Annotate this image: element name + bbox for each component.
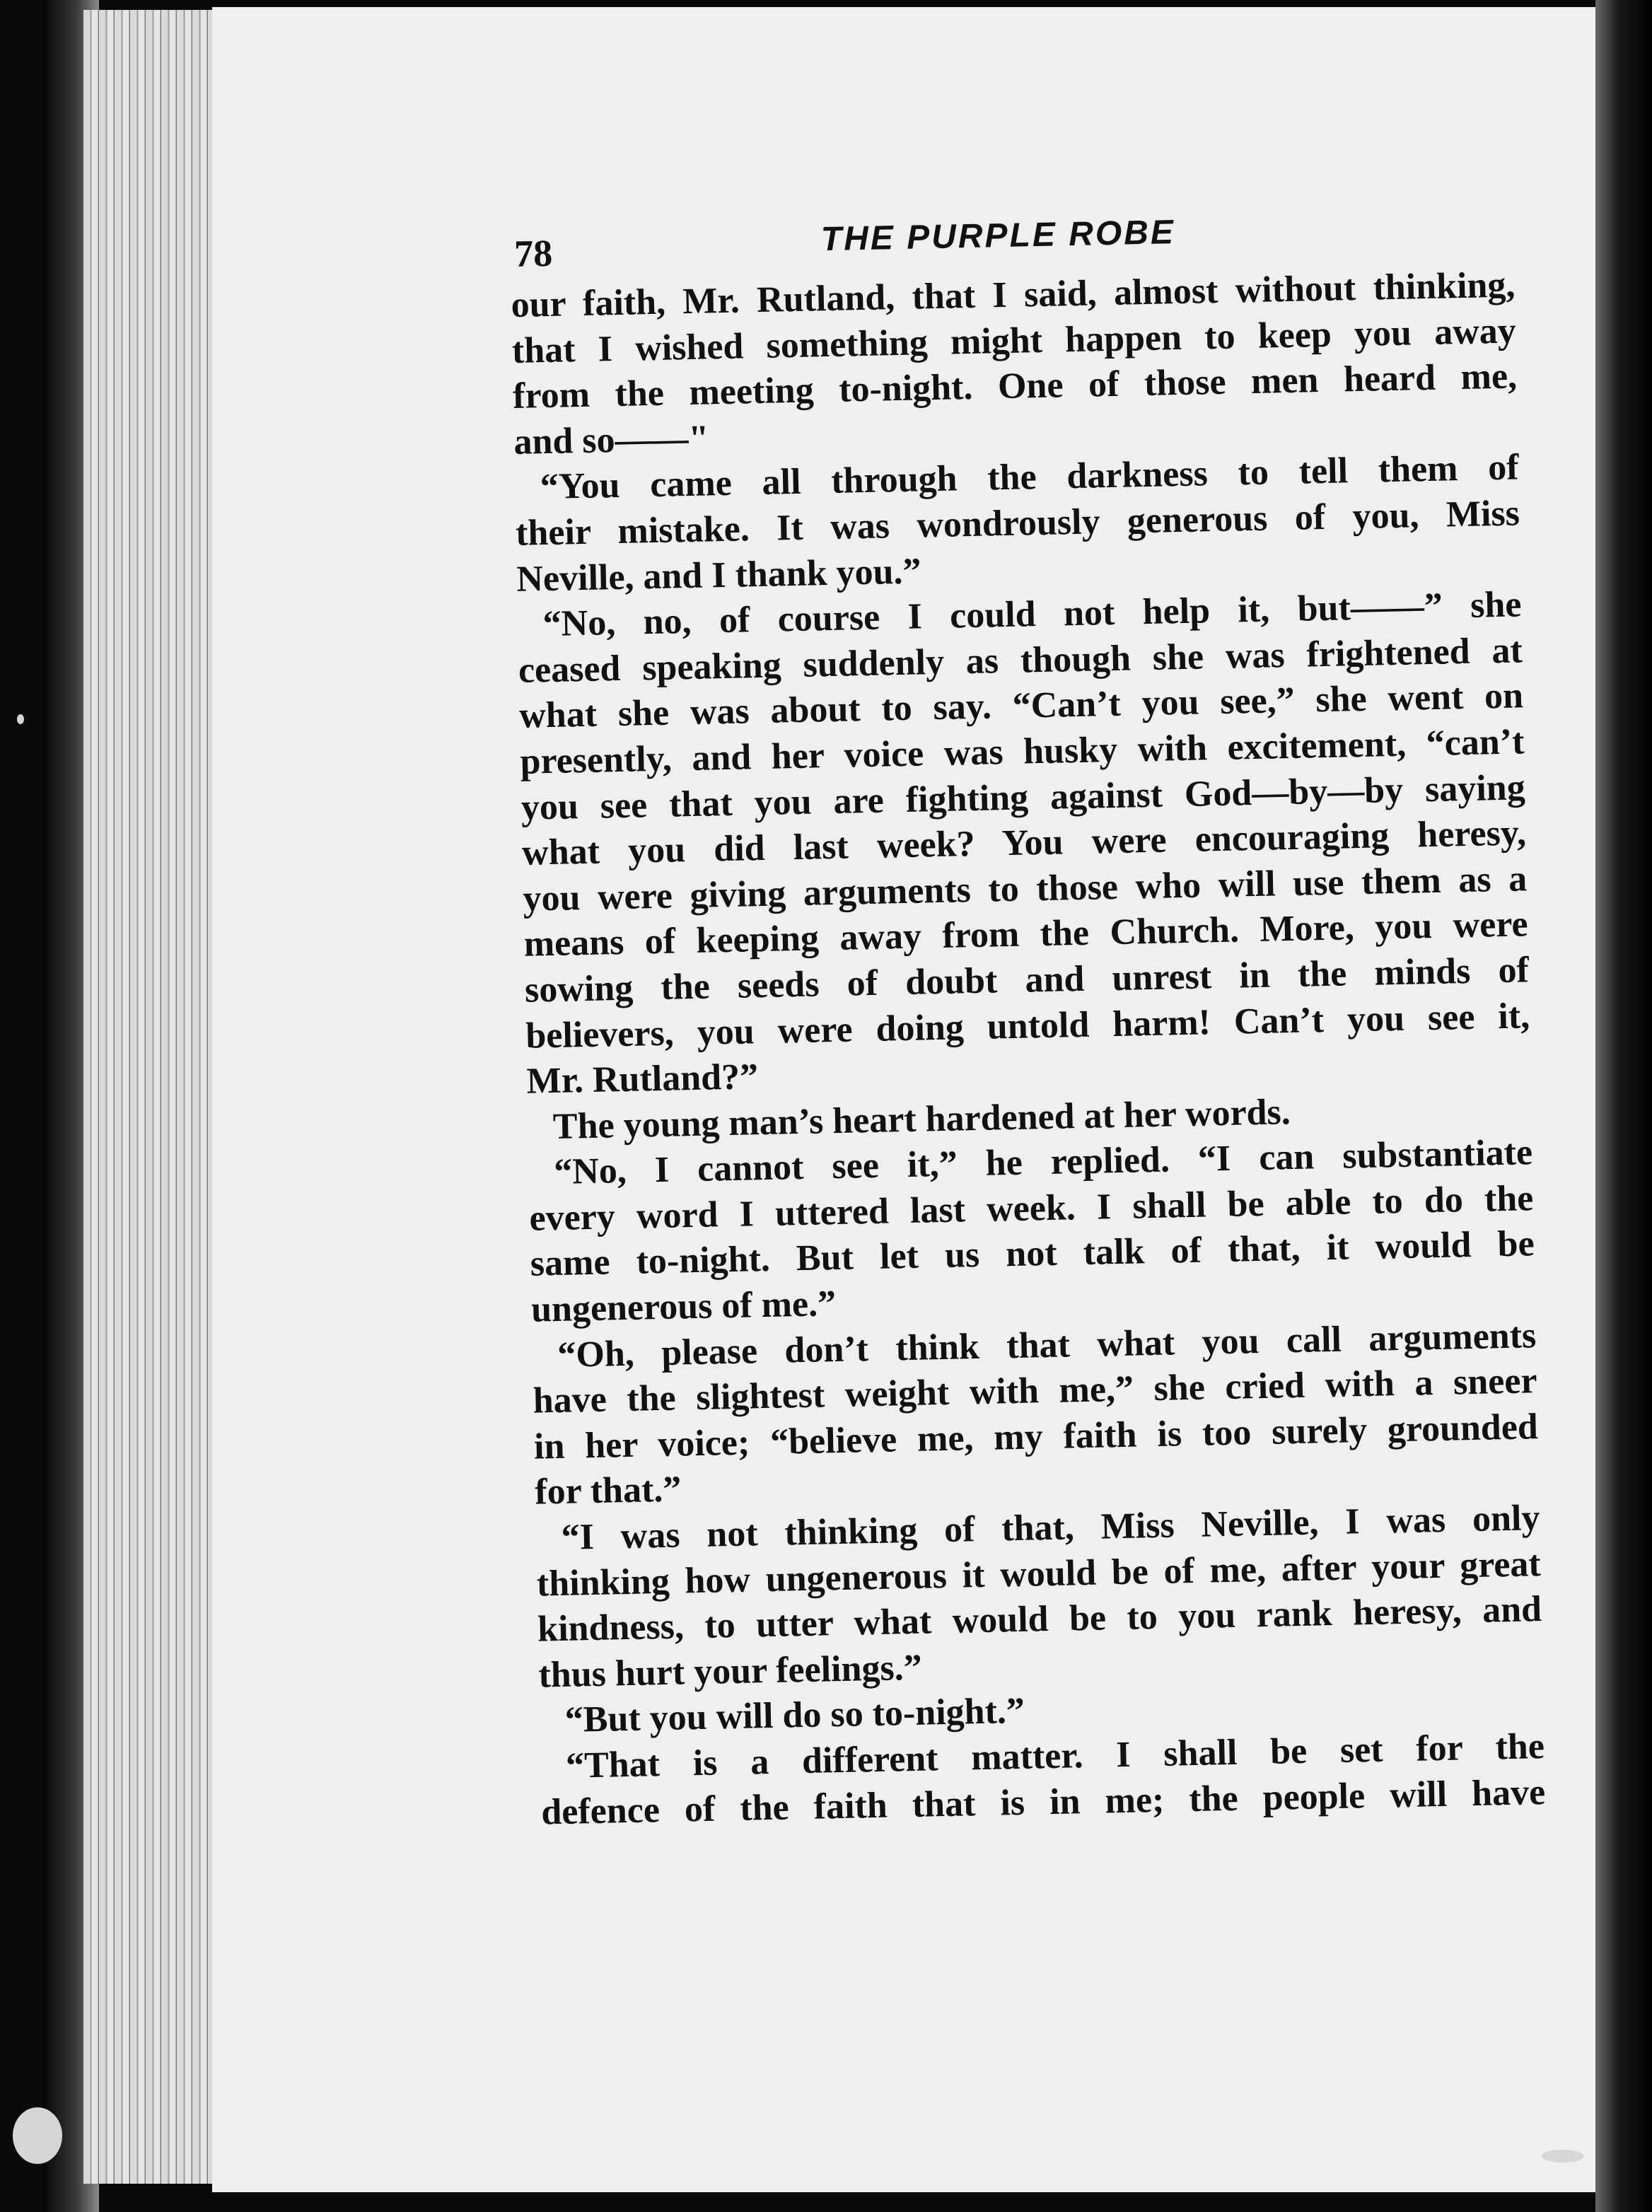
- text-line: thus hurt your feelings.”: [537, 1647, 923, 1696]
- text-line: believers, you were doing untold harm! Can’t you see it,: [525, 995, 1530, 1056]
- text-line: means of keeping away from the Church. More, you were: [523, 904, 1529, 965]
- scan-speck: [1542, 2150, 1584, 2162]
- text-line: “No, I cannot see it,” he replied. “I can substantiate: [553, 1132, 1533, 1193]
- text-line: their mistake. It was wondrously generous of you, Miss: [515, 493, 1520, 554]
- text-line: “Oh, please don’t think that what you call arguments: [557, 1315, 1537, 1375]
- text-line: “You came all through the darkness to tell them of: [540, 447, 1520, 508]
- binding-edge: [1595, 0, 1652, 2212]
- text-line: Neville, and I thank you.”: [516, 550, 922, 600]
- text-line: have the slightest weight with me,” she cried with a sneer: [533, 1361, 1538, 1421]
- text-line: you were giving arguments to those who will use them as a: [522, 858, 1528, 919]
- text-line: ungenerous of me.”: [530, 1283, 837, 1330]
- text-line: what you did last week? You were encouraging heresy,: [521, 813, 1527, 873]
- text-line: ceased speaking suddenly as though she was frightened at: [518, 630, 1523, 691]
- text-line: what she was about to say. “Can’t you see,” she went on: [518, 675, 1524, 737]
- text-line: that I wished something might happen to keep you away: [511, 310, 1517, 371]
- text-line: defence of the faith that is in me; the people will have: [540, 1771, 1546, 1833]
- text-line: Mr. Rutland?”: [526, 1056, 759, 1102]
- text-line: The young man’s heart hardened at her words.: [552, 1091, 1291, 1147]
- page-number: 78: [513, 231, 553, 275]
- text-line: “That is a different matter. I shall be set for the: [565, 1726, 1545, 1786]
- text-line: “I was not thinking of that, Miss Neville, I was only: [561, 1498, 1540, 1558]
- text-line: for that.”: [534, 1469, 682, 1513]
- running-title: THE PURPLE ROBE: [820, 214, 1176, 259]
- scan-speck: [13, 2107, 62, 2164]
- text-line: presently, and her voice was husky with excitement, “can’t: [520, 721, 1525, 782]
- text-line: our faith, Mr. Rutland, that I said, almost without thinking,: [511, 264, 1516, 325]
- text-line: sowing the seeds of doubt and unrest in the minds of: [524, 950, 1530, 1011]
- text-line: thinking how ungenerous it would be of me, after your great: [536, 1543, 1542, 1605]
- page-content: [509, 192, 1574, 1836]
- body-text: [511, 262, 1574, 1836]
- text-line: same to-night. But let us not talk of that, it would be: [530, 1223, 1535, 1285]
- text-line: in her voice; “believe me, my faith is too surely grounded: [533, 1406, 1539, 1467]
- text-line: you see that you are fighting against God—by—by saying: [520, 767, 1526, 828]
- text-line: every word I uttered last week. I shall be able to do the: [528, 1178, 1534, 1239]
- text-line: from the meeting to-night. One of those men heard me,: [512, 356, 1518, 417]
- text-line: “No, no, of course I could not help it, but——” she: [542, 584, 1522, 645]
- text-line: “But you will do so to-night.”: [564, 1691, 1025, 1741]
- scan-speck: [17, 714, 24, 724]
- text-line: and so——": [513, 418, 709, 462]
- text-line: kindness, to utter what would be to you rank heresy, and: [537, 1589, 1542, 1650]
